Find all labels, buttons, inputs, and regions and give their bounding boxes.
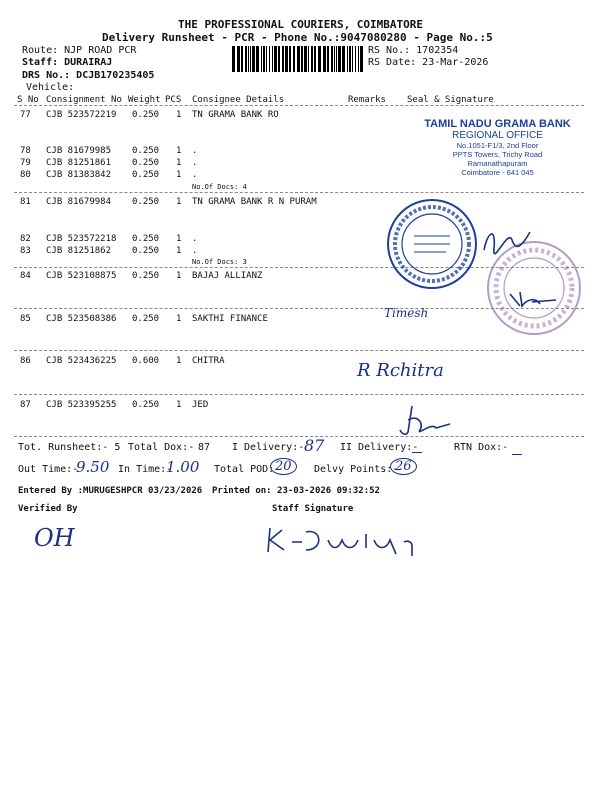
signature-row87 [398,402,458,438]
in-time-label: In Time:- [118,464,173,475]
runsheet-subtitle: Delivery Runsheet - PCR - Phone No.:9047080280 - Page No.:5 [102,31,493,44]
total-dox-label: Total Dox:- [128,442,195,453]
ii-delivery-label: II Delivery:- [340,442,419,453]
staff-signature [262,520,422,560]
staff-label: Staff: DURAIRAJ [22,57,113,68]
col-remarks: Remarks [348,95,386,105]
row-divider [14,350,584,351]
vehicle-label: Vehicle: [26,82,75,93]
docs-note: No.Of Docs: 3 [192,258,247,266]
entered-by: Entered By :MURUGESHPCR 03/23/2026 [18,486,203,496]
drs-number: DRS No.: DCJB170235405 [22,70,155,81]
delvy-points-hand: 26 [390,458,417,475]
i-delivery-hand: 87 [304,436,325,455]
docs-note: No.Of Docs: 4 [192,183,247,191]
col-weight: Weight [128,95,161,105]
i-delivery-label: I Delivery:- [232,442,305,453]
total-pod-hand: 20 [270,458,297,475]
total-dox-value: 87 [198,442,211,453]
total-pod-label: Total POD:- [214,464,281,475]
barcode [232,46,364,72]
in-time-hand: 1.00 [166,458,200,476]
col-seal: Seal & Signature [407,95,494,105]
route-label: Route: NJP ROAD PCR [22,45,137,56]
out-time-hand: 9.50 [76,458,110,476]
rs-date: RS Date: 23-Mar-2026 [368,57,489,68]
verified-by-label: Verified By [18,504,78,514]
delvy-points-label: Delvy Points:- [314,464,399,475]
row-divider [14,192,584,193]
rtn-dox-label: RTN Dox:- [454,442,509,453]
rs-number: RS No.: 1702354 [368,45,459,56]
col-pcs: PCS [165,95,182,105]
row-divider [14,394,584,395]
bank-stamp: TAMIL NADU GRAMA BANK REGIONAL OFFICE No.1051-F1/3, 2nd Floor PPTS Towers, Trichy Road Ramanathapuram Coimbatore - 641 045 [424,118,571,177]
signature-row84 [506,284,566,314]
handwritten-row85: R Rchitra [357,360,444,381]
header-divider [14,105,584,106]
signature-row81 [478,220,538,260]
out-time-label: Out Time:- [18,464,79,475]
printed-on: Printed on: 23-03-2026 09:32:52 [212,486,380,496]
col-consignee: Consignee Details [192,95,285,105]
ii-delivery-dash [412,452,422,453]
verified-by-signature: OH [34,524,75,552]
company-title: THE PROFESSIONAL COURIERS, COIMBATORE [178,18,424,31]
rtn-dox-dash [512,454,522,455]
col-consignment: Consignment No [46,95,122,105]
round-seal-tngb [384,196,480,292]
col-sno: S No [17,95,39,105]
tot-runsheet: Tot. Runsheet:- 5 [18,442,121,453]
staff-signature-label: Staff Signature [272,504,354,514]
handwritten-row84: Timesh [384,306,429,320]
row-divider [14,436,584,437]
